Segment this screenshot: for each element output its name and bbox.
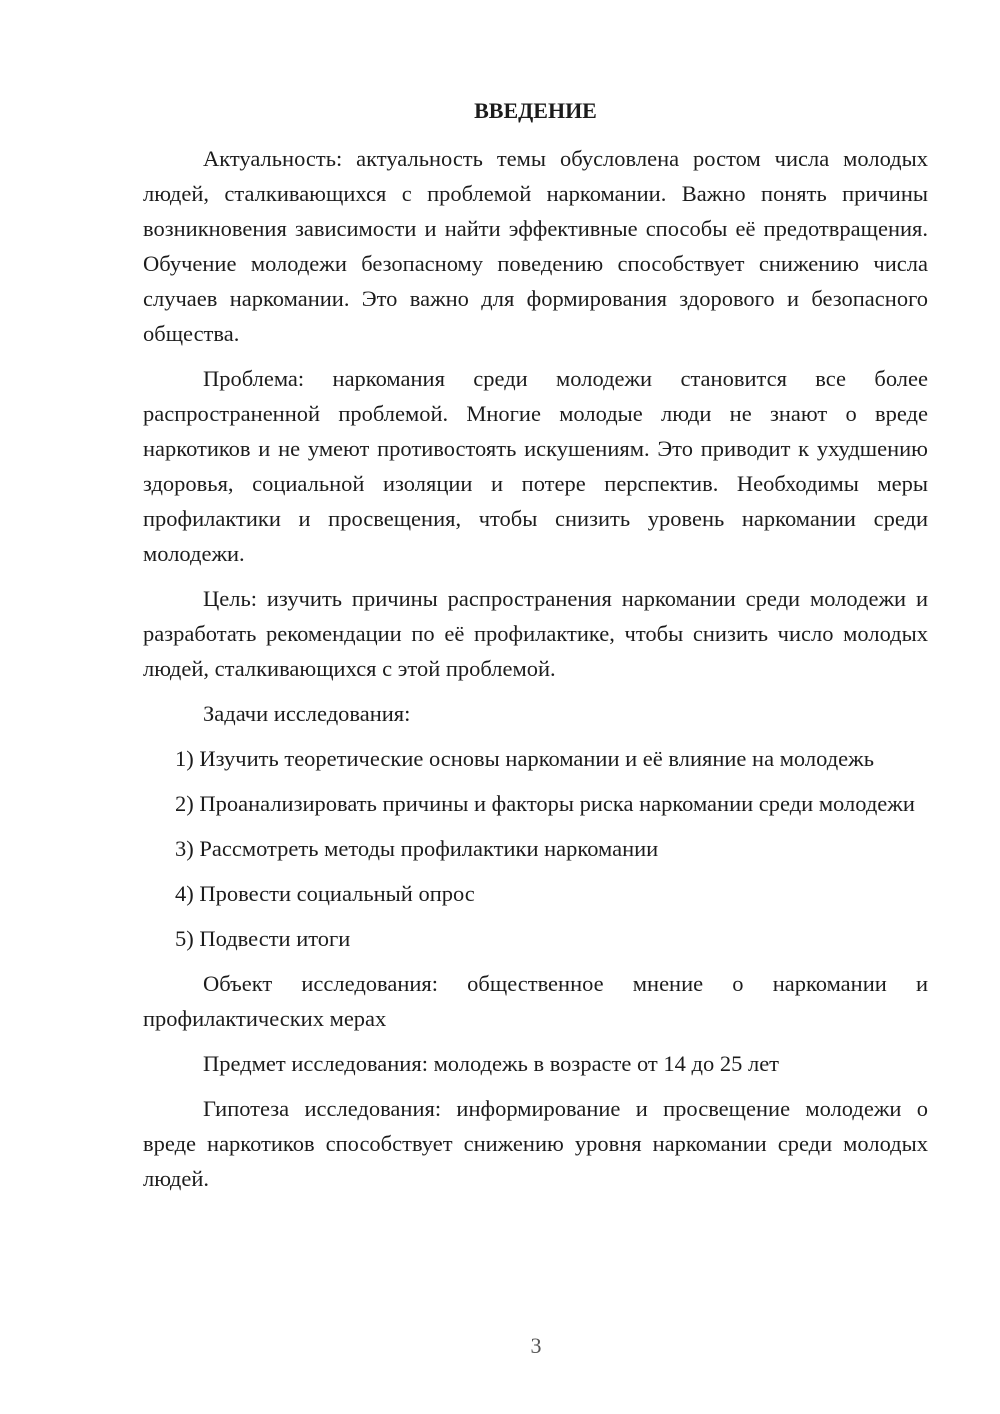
- hypothesis-paragraph: Гипотеза исследования: информирование и просвещение молодежи о вреде наркотиков способствует снижению уровня наркомании среди молодых людей.: [143, 1096, 928, 1191]
- task-item: 4) Провести социальный опрос: [175, 881, 475, 906]
- subject-paragraph: Предмет исследования: молодежь в возрасте от 14 до 25 лет: [203, 1051, 780, 1076]
- document-body: [143, 93, 928, 1206]
- page-number: 3: [530, 1333, 542, 1358]
- task-item: 3) Рассмотреть методы профилактики наркомании: [175, 836, 659, 861]
- task-item: 1) Изучить теоретические основы наркомании и её влияние на молодежь: [175, 746, 874, 771]
- goal-paragraph: Цель: изучить причины распространения наркомании среди молодежи и разработать рекомендации по её профилактике, чтобы снизить число молодых людей, сталкивающихся с этой проблемой.: [143, 586, 928, 681]
- tasks-list: [143, 741, 928, 956]
- object-paragraph: Объект исследования: общественное мнение о наркомании и профилактических мерах: [143, 971, 928, 1031]
- page-title: ВВЕДЕНИЕ: [474, 98, 597, 123]
- task-item: 5) Подвести итоги: [175, 926, 351, 951]
- relevance-paragraph: Актуальность: актуальность темы обусловлена ростом числа молодых людей, сталкивающихся с проблемой наркомании. Важно понять причины возникновения зависимости и найти эффективные способы её предотвращения. Обучение молодежи безопасному поведению способствует снижению числа случаев наркомании. Это важно для формирования здорового и безопасного общества.: [143, 146, 928, 346]
- problem-paragraph: Проблема: наркомания среди молодежи становится все более распространенной проблемой. Многие молодые люди не знают о вреде наркотиков и не умеют противостоять искушениям. Это приводит к ухудшению здоровья, социальной изоляции и потере перспектив. Необходимы меры профилактики и просвещения, чтобы снизить уровень наркомании среди молодежи.: [143, 366, 928, 566]
- tasks-heading: Задачи исследования:: [203, 701, 411, 726]
- task-item: 2) Проанализировать причины и факторы риска наркомании среди молодежи: [175, 791, 915, 816]
